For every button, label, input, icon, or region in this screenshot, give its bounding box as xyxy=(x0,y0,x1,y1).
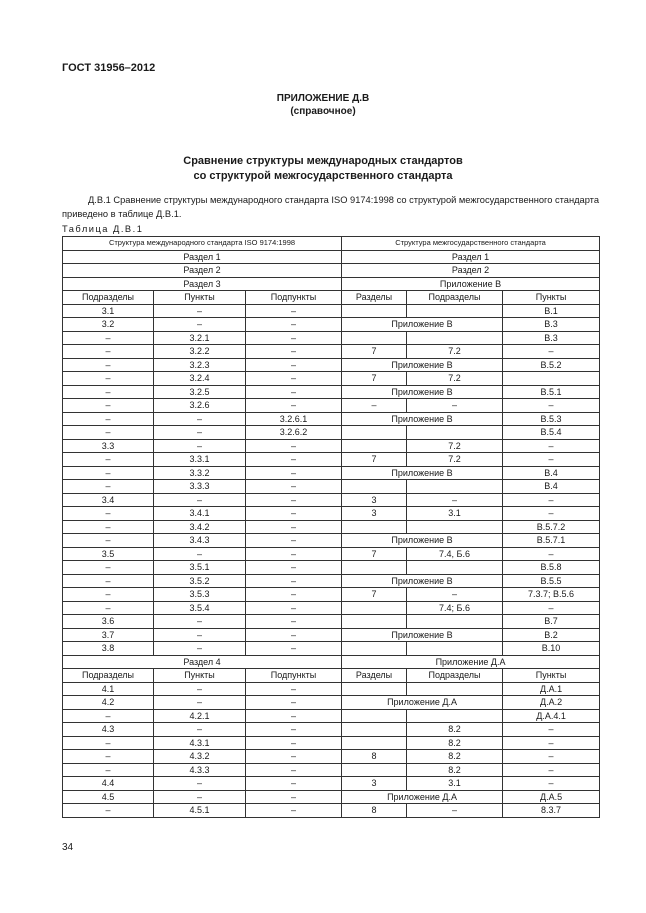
table-head-international: Структура международного стандарта ISO 9174:1998 xyxy=(63,237,342,251)
table-cell: – xyxy=(63,804,154,818)
table-cell: Приложение В xyxy=(342,277,600,291)
table-row xyxy=(63,601,600,615)
table-cell: В.3 xyxy=(503,318,600,332)
table-cell: Д.А.1 xyxy=(503,682,600,696)
table-cell: 4.3.2 xyxy=(154,750,246,764)
table-row xyxy=(63,561,600,575)
table-cell: – xyxy=(246,777,342,791)
table-cell: – xyxy=(246,736,342,750)
table-cell: – xyxy=(503,439,600,453)
table-cell: – xyxy=(63,709,154,723)
table-cell: Раздел 1 xyxy=(342,250,600,264)
table-cell: В.4 xyxy=(503,466,600,480)
table-cell: – xyxy=(503,736,600,750)
table-row xyxy=(63,453,600,467)
table-cell: – xyxy=(246,304,342,318)
table-row xyxy=(63,318,600,332)
table-cell: Приложение В xyxy=(342,574,503,588)
table-cell: – xyxy=(246,358,342,372)
table-cell: 7.2 xyxy=(407,345,503,359)
table-cell: 7.4, Б.6 xyxy=(407,547,503,561)
table-cell: Подразделы xyxy=(407,669,503,683)
table-cell: – xyxy=(63,588,154,602)
table-cell: 4.4 xyxy=(63,777,154,791)
comparison-table xyxy=(62,236,600,818)
table-cell: – xyxy=(63,358,154,372)
table-cell: Приложение В xyxy=(342,412,503,426)
table-cell: 3 xyxy=(342,507,407,521)
table-cell xyxy=(342,331,407,345)
table-row xyxy=(63,439,600,453)
table-cell: 8.2 xyxy=(407,736,503,750)
table-cell: 4.3.1 xyxy=(154,736,246,750)
table-cell xyxy=(407,304,503,318)
table-cell: Разделы xyxy=(342,669,407,683)
table-cell: – xyxy=(407,588,503,602)
table-cell: – xyxy=(246,331,342,345)
page-number: 34 xyxy=(62,842,74,853)
table-cell: 3.2.6 xyxy=(154,399,246,413)
table-cell: – xyxy=(154,790,246,804)
table-row xyxy=(63,642,600,656)
table-row xyxy=(63,480,600,494)
table-row xyxy=(63,655,600,669)
table-row xyxy=(63,385,600,399)
table-cell: – xyxy=(154,318,246,332)
table-cell: – xyxy=(407,493,503,507)
table-row xyxy=(63,520,600,534)
table-cell: – xyxy=(154,493,246,507)
table-cell: 3.8 xyxy=(63,642,154,656)
table-cell: Раздел 4 xyxy=(63,655,342,669)
table-cell: В.10 xyxy=(503,642,600,656)
table-cell: – xyxy=(246,453,342,467)
table-cell: – xyxy=(63,750,154,764)
table-cell xyxy=(407,331,503,345)
table-cell: – xyxy=(246,345,342,359)
table-cell: – xyxy=(63,372,154,386)
table-cell: Приложение В xyxy=(342,628,503,642)
table-row xyxy=(63,345,600,359)
table-row xyxy=(63,723,600,737)
table-row xyxy=(63,736,600,750)
table-cell xyxy=(407,682,503,696)
table-cell xyxy=(342,642,407,656)
table-row xyxy=(63,669,600,683)
table-cell: Пункты xyxy=(154,291,246,305)
table-cell xyxy=(342,682,407,696)
table-cell: 4.2 xyxy=(63,696,154,710)
table-cell: – xyxy=(246,696,342,710)
table-row xyxy=(63,466,600,480)
table-cell xyxy=(407,520,503,534)
table-cell: – xyxy=(503,345,600,359)
appendix-title: ПРИЛОЖЕНИЕ Д.В xyxy=(276,93,370,104)
table-cell: – xyxy=(246,493,342,507)
table-cell: Подразделы xyxy=(63,291,154,305)
table-cell: 4.5 xyxy=(63,790,154,804)
table-row xyxy=(63,574,600,588)
table-cell: 3.1 xyxy=(407,507,503,521)
table-cell: 4.3 xyxy=(63,723,154,737)
table-cell: 3.2.5 xyxy=(154,385,246,399)
table-cell: – xyxy=(63,412,154,426)
table-cell: 7.4; Б.6 xyxy=(407,601,503,615)
section-title-line-2: со структурой межгосударственного стандарта xyxy=(193,170,453,182)
table-cell: В.5.5 xyxy=(503,574,600,588)
table-cell: – xyxy=(246,385,342,399)
table-cell: 3.3.2 xyxy=(154,466,246,480)
table-row xyxy=(63,250,600,264)
table-cell: – xyxy=(246,804,342,818)
table-cell: 3.1 xyxy=(407,777,503,791)
table-cell: В.3 xyxy=(503,331,600,345)
table-cell: – xyxy=(63,534,154,548)
table-cell: Приложение В xyxy=(342,385,503,399)
table-cell: – xyxy=(246,534,342,548)
table-cell: 7 xyxy=(342,588,407,602)
table-cell: – xyxy=(63,399,154,413)
table-cell xyxy=(342,426,407,440)
table-cell: Приложение В xyxy=(342,318,503,332)
table-cell: 4.3.3 xyxy=(154,763,246,777)
table-row xyxy=(63,696,600,710)
table-cell: 3.5 xyxy=(63,547,154,561)
table-cell xyxy=(342,520,407,534)
table-cell: Пункты xyxy=(503,291,600,305)
table-cell: 3.4.1 xyxy=(154,507,246,521)
table-cell: – xyxy=(503,399,600,413)
table-cell: – xyxy=(503,507,600,521)
table-cell: – xyxy=(63,345,154,359)
table-row xyxy=(63,682,600,696)
table-cell: Приложение В xyxy=(342,358,503,372)
table-cell: 8.2 xyxy=(407,723,503,737)
table-cell: 3.4 xyxy=(63,493,154,507)
table-cell: Подпункты xyxy=(246,291,342,305)
table-cell: В.5.3 xyxy=(503,412,600,426)
table-cell: – xyxy=(63,574,154,588)
table-cell: 7.3.7; В.5.6 xyxy=(503,588,600,602)
table-cell: 3.2.2 xyxy=(154,345,246,359)
table-cell xyxy=(407,642,503,656)
table-cell xyxy=(407,615,503,629)
table-cell: – xyxy=(154,412,246,426)
table-cell: – xyxy=(503,763,600,777)
table-cell: – xyxy=(503,750,600,764)
table-cell: – xyxy=(154,777,246,791)
table-cell: Пункты xyxy=(154,669,246,683)
table-cell: – xyxy=(63,426,154,440)
table-cell: 3.7 xyxy=(63,628,154,642)
table-cell: 7.2 xyxy=(407,372,503,386)
table-cell: 3.3 xyxy=(63,439,154,453)
table-cell: 3.5.2 xyxy=(154,574,246,588)
table-row xyxy=(63,507,600,521)
table-row xyxy=(63,804,600,818)
table-row xyxy=(63,264,600,278)
table-cell xyxy=(342,615,407,629)
table-cell: – xyxy=(154,547,246,561)
table-cell: – xyxy=(154,439,246,453)
table-cell: – xyxy=(246,520,342,534)
table-cell: – xyxy=(246,466,342,480)
table-cell xyxy=(342,480,407,494)
table-row xyxy=(63,358,600,372)
table-cell: – xyxy=(407,804,503,818)
table-cell xyxy=(342,736,407,750)
table-cell: – xyxy=(63,763,154,777)
table-cell: – xyxy=(503,777,600,791)
table-cell: – xyxy=(63,736,154,750)
table-cell: В.5.7.2 xyxy=(503,520,600,534)
table-cell: – xyxy=(63,466,154,480)
table-cell: В.2 xyxy=(503,628,600,642)
table-cell: 4.5.1 xyxy=(154,804,246,818)
table-cell: – xyxy=(246,318,342,332)
table-cell: 4.2.1 xyxy=(154,709,246,723)
table-cell: 3.2.3 xyxy=(154,358,246,372)
table-cell xyxy=(503,372,600,386)
table-cell: Разделы xyxy=(342,291,407,305)
table-cell xyxy=(407,480,503,494)
table-cell: – xyxy=(246,601,342,615)
table-cell: – xyxy=(63,385,154,399)
table-cell: Раздел 3 xyxy=(63,277,342,291)
table-cell: 8 xyxy=(342,750,407,764)
table-cell: 3.1 xyxy=(63,304,154,318)
table-cell: В.5.4 xyxy=(503,426,600,440)
table-cell: – xyxy=(246,574,342,588)
table-row xyxy=(63,493,600,507)
table-cell xyxy=(342,601,407,615)
table-cell: 3.2 xyxy=(63,318,154,332)
table-cell: Д.А.5 xyxy=(503,790,600,804)
table-cell xyxy=(342,723,407,737)
table-cell: – xyxy=(246,588,342,602)
table-cell: 7 xyxy=(342,372,407,386)
table-cell xyxy=(342,439,407,453)
intro-paragraph: Д.В.1 Сравнение структуры международного стандарта ISO 9174:1998 со структурой межгосударственного стандарта приведено в таблице Д.В.1. xyxy=(62,195,599,219)
table-row xyxy=(63,331,600,345)
table-cell: Д.А.2 xyxy=(503,696,600,710)
table-cell: Приложение В xyxy=(342,466,503,480)
table-cell: В.7 xyxy=(503,615,600,629)
table-header-row xyxy=(63,237,600,251)
table-row xyxy=(63,277,600,291)
table-cell: Раздел 1 xyxy=(63,250,342,264)
table-cell: – xyxy=(246,547,342,561)
table-cell: – xyxy=(503,453,600,467)
table-cell: 4.1 xyxy=(63,682,154,696)
table-cell: – xyxy=(154,723,246,737)
table-cell xyxy=(407,709,503,723)
table-cell: Раздел 2 xyxy=(342,264,600,278)
table-cell: Приложение Д.А xyxy=(342,696,503,710)
table-cell: 3.5.3 xyxy=(154,588,246,602)
table-cell: 7.2 xyxy=(407,453,503,467)
table-cell: – xyxy=(246,763,342,777)
table-cell: – xyxy=(503,493,600,507)
table-cell: В.5.2 xyxy=(503,358,600,372)
table-row xyxy=(63,628,600,642)
table-cell xyxy=(342,763,407,777)
table-row xyxy=(63,372,600,386)
table-row xyxy=(63,750,600,764)
table-cell: 7 xyxy=(342,453,407,467)
table-cell: – xyxy=(246,439,342,453)
table-cell: 8.2 xyxy=(407,750,503,764)
document-code: ГОСТ 31956–2012 xyxy=(62,62,156,74)
table-row xyxy=(63,547,600,561)
table-cell: 8 xyxy=(342,804,407,818)
table-cell: – xyxy=(503,547,600,561)
table-row xyxy=(63,777,600,791)
table-cell: – xyxy=(63,453,154,467)
table-cell: – xyxy=(407,399,503,413)
table-head-interstate: Структура межгосударственного стандарта xyxy=(342,237,600,251)
table-cell: – xyxy=(63,480,154,494)
table-cell: Пункты xyxy=(503,669,600,683)
table-cell: – xyxy=(246,628,342,642)
table-row xyxy=(63,790,600,804)
table-cell: В.5.8 xyxy=(503,561,600,575)
table-cell: – xyxy=(342,399,407,413)
table-cell: – xyxy=(63,331,154,345)
table-cell: Приложение Д.А xyxy=(342,655,600,669)
table-cell: В.5.7.1 xyxy=(503,534,600,548)
table-cell: – xyxy=(63,561,154,575)
table-cell: – xyxy=(246,615,342,629)
table-cell: – xyxy=(246,750,342,764)
table-cell: – xyxy=(503,723,600,737)
table-row xyxy=(63,763,600,777)
table-cell: – xyxy=(63,601,154,615)
table-row xyxy=(63,399,600,413)
table-cell: 8.2 xyxy=(407,763,503,777)
appendix-heading xyxy=(0,92,646,118)
table-cell: В.1 xyxy=(503,304,600,318)
table-row xyxy=(63,304,600,318)
table-cell: – xyxy=(246,642,342,656)
table-cell: Подразделы xyxy=(407,291,503,305)
table-cell: 3.5.1 xyxy=(154,561,246,575)
table-cell: – xyxy=(154,642,246,656)
table-cell: – xyxy=(246,682,342,696)
table-cell: – xyxy=(503,601,600,615)
table-cell: – xyxy=(154,426,246,440)
table-cell: 3 xyxy=(342,777,407,791)
table-cell xyxy=(342,304,407,318)
table-cell: 7 xyxy=(342,345,407,359)
table-cell xyxy=(342,561,407,575)
table-cell: 3.6 xyxy=(63,615,154,629)
section-title xyxy=(0,154,646,184)
table-cell: 3.4.2 xyxy=(154,520,246,534)
table-cell: Д.А.4.1 xyxy=(503,709,600,723)
table-cell: – xyxy=(246,372,342,386)
table-cell: – xyxy=(63,507,154,521)
table-cell: 3.3.1 xyxy=(154,453,246,467)
table-cell xyxy=(407,426,503,440)
table-cell: – xyxy=(154,682,246,696)
table-cell: – xyxy=(246,507,342,521)
table-cell: – xyxy=(246,709,342,723)
table-row xyxy=(63,709,600,723)
table-cell xyxy=(342,709,407,723)
table-cell: 8.3.7 xyxy=(503,804,600,818)
table-cell: Раздел 2 xyxy=(63,264,342,278)
table-cell: – xyxy=(154,696,246,710)
table-cell: 7 xyxy=(342,547,407,561)
table-cell: 3 xyxy=(342,493,407,507)
table-cell: 3.4.3 xyxy=(154,534,246,548)
table-row xyxy=(63,291,600,305)
appendix-subtitle: (справочное) xyxy=(290,106,356,117)
table-row xyxy=(63,615,600,629)
table-cell: Приложение В xyxy=(342,534,503,548)
table-row xyxy=(63,534,600,548)
table-cell: 3.2.6.2 xyxy=(246,426,342,440)
table-row xyxy=(63,588,600,602)
table-cell: – xyxy=(154,628,246,642)
table-cell: 7.2 xyxy=(407,439,503,453)
table-row xyxy=(63,412,600,426)
table-cell: 3.2.6.1 xyxy=(246,412,342,426)
table-cell: 3.5.4 xyxy=(154,601,246,615)
table-cell: – xyxy=(246,561,342,575)
table-cell: – xyxy=(154,304,246,318)
table-cell: Подразделы xyxy=(63,669,154,683)
table-cell: – xyxy=(63,520,154,534)
table-cell: – xyxy=(246,399,342,413)
table-cell: 3.2.1 xyxy=(154,331,246,345)
table-cell: – xyxy=(246,723,342,737)
table-cell: 3.3.3 xyxy=(154,480,246,494)
section-title-line-1: Сравнение структуры международных стандартов xyxy=(183,155,463,167)
table-caption: Таблица Д.В.1 xyxy=(62,224,144,234)
table-cell: Приложение Д.А xyxy=(342,790,503,804)
table-cell: – xyxy=(246,480,342,494)
table-cell: – xyxy=(154,615,246,629)
table-cell xyxy=(407,561,503,575)
table-row xyxy=(63,426,600,440)
table-cell: 3.2.4 xyxy=(154,372,246,386)
table-cell: – xyxy=(246,790,342,804)
table-cell: Подпункты xyxy=(246,669,342,683)
table-cell: В.5.1 xyxy=(503,385,600,399)
table-cell: В.4 xyxy=(503,480,600,494)
